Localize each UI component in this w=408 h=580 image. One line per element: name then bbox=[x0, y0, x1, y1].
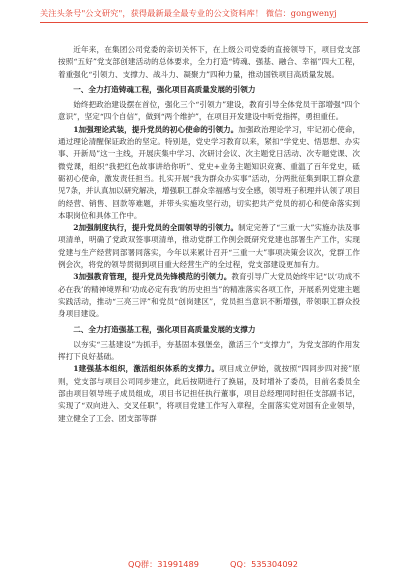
item-1-1-heading: 1加强理论武装，提升党员的初心使命的引领力。 bbox=[73, 124, 239, 134]
item-2-1-text: 项目成立伊始，就按照“四同步四对接”原则，党支部与项目公司同步建立，此后按期进行了换届，及时增补了委员，目前名委员全部由项目领导班子成员组成，项目书记担任执行董事，项目总经理同时担任支部副书记，实现了“双向进入、交叉任职”，将项目党建工作写入章程，全面落实党对国有企业领导，建立健全了工会、团支部等群 bbox=[58, 364, 360, 423]
section-heading-2: 二、全力打造强基工程，强化项目高质量发展的支撑力 bbox=[73, 324, 256, 334]
item-1-3-text: 教育引导广大党员始终牢记“以‘功成不必在我’的精神境界和‘功成必定有我’的历史担当”的精准落实各项工作，开展系列党建主题实践活动，推动“三亮三评”和党员“创岗建区”，党员担当意识不断增强，带领职工群众投身项目建设。 bbox=[58, 272, 360, 319]
item-2-1-paragraph bbox=[58, 363, 360, 424]
footer-qq-group: QQ群：31991489 bbox=[128, 559, 199, 569]
footer-qq-number: QQ：535304092 bbox=[230, 559, 298, 569]
item-1-3-paragraph bbox=[58, 271, 360, 320]
header-banner: 关注头条号"公文研究"，获得最新最全最专业的公文资料库！ 微信：gongwenyj bbox=[40, 8, 337, 18]
item-1-1-text: 加强政治理论学习，牢记初心使命，通过理论清醒保证政治的坚定。特别是，党史学习教育以来，紧扣“学党史、悟思想、办实事、开新局”这一主线，开展庆集中学习、次研讨会议、次主题党日活动、次专题党课、次微党课，组织“我把红色故事讲给你听”、党史+业务主题知识竞赛、重温了百年党史，砥砺初心使命，激发责任担当。扎实开展“我为群众办实事”活动，分两批征集到职工群众意见7条，并认真加以研究解决，增强职工群众幸福感与安全感，领导班子积理并认领了项目的经营、销售、回款等难题，并带头实施攻坚行动，切实把共产党员的初心和使命落实到本职岗位和具体工作中。 bbox=[58, 124, 361, 220]
header-divider bbox=[40, 22, 368, 23]
intro-paragraph: 近年来，在集团公司党委的亲切关怀下，在上级公司党委的直接领导下，项目党支部按照“五好”党支部创建活动的总体要求，全力打造“铸魂、强基、融合、幸福”四大工程，着重强化“引领力、支撑力、战斗力、凝聚力”四种力量，推动国铁项目高质量发展。 bbox=[58, 45, 360, 79]
item-1-2-paragraph bbox=[58, 222, 360, 271]
section-heading-1: 一、全力打造铸魂工程，强化项目高质量发展的引领力 bbox=[73, 84, 256, 94]
section-2-intro-paragraph: 以夯实“三基建设”为抓手，夯基固本强堡垒，激活三个“支撑力”，为党支部的作用发挥打下良好基础。 bbox=[58, 339, 360, 362]
item-1-2-heading: 2加强制度执行，提升党员的全面领导的引领力。 bbox=[73, 223, 239, 233]
document-body bbox=[58, 44, 360, 425]
item-2-1-heading: 1建强基本组织，激活组织体系的支撑力。 bbox=[73, 364, 220, 374]
item-1-1-paragraph bbox=[58, 124, 360, 222]
section-1-intro-paragraph: 始终把政治建设摆在首位，强化三个“引领力”建设，教育引导全体党员干部增强“四个意识”，坚定“四个自信”，做到“两个维护”，在项目开发建设中听党指挥，勇担重任。 bbox=[58, 100, 360, 122]
item-1-3-heading: 3加强教育管理，提升党员先锋模范的引领力。 bbox=[73, 272, 232, 282]
item-1-2-text: 制定完善了“三重一大”实施办法及事项清单，明确了党政双签事项清单，推动党群工作例会既研究党建也部署生产工作，实现党建与生产经营同部署同落实，今年以来累计召开“三重一大”事项决策会议次，党群工作例会次，将党的领导贯彻到项目重大经营生产的全过程，党支部建设更加有力。 bbox=[58, 223, 361, 270]
